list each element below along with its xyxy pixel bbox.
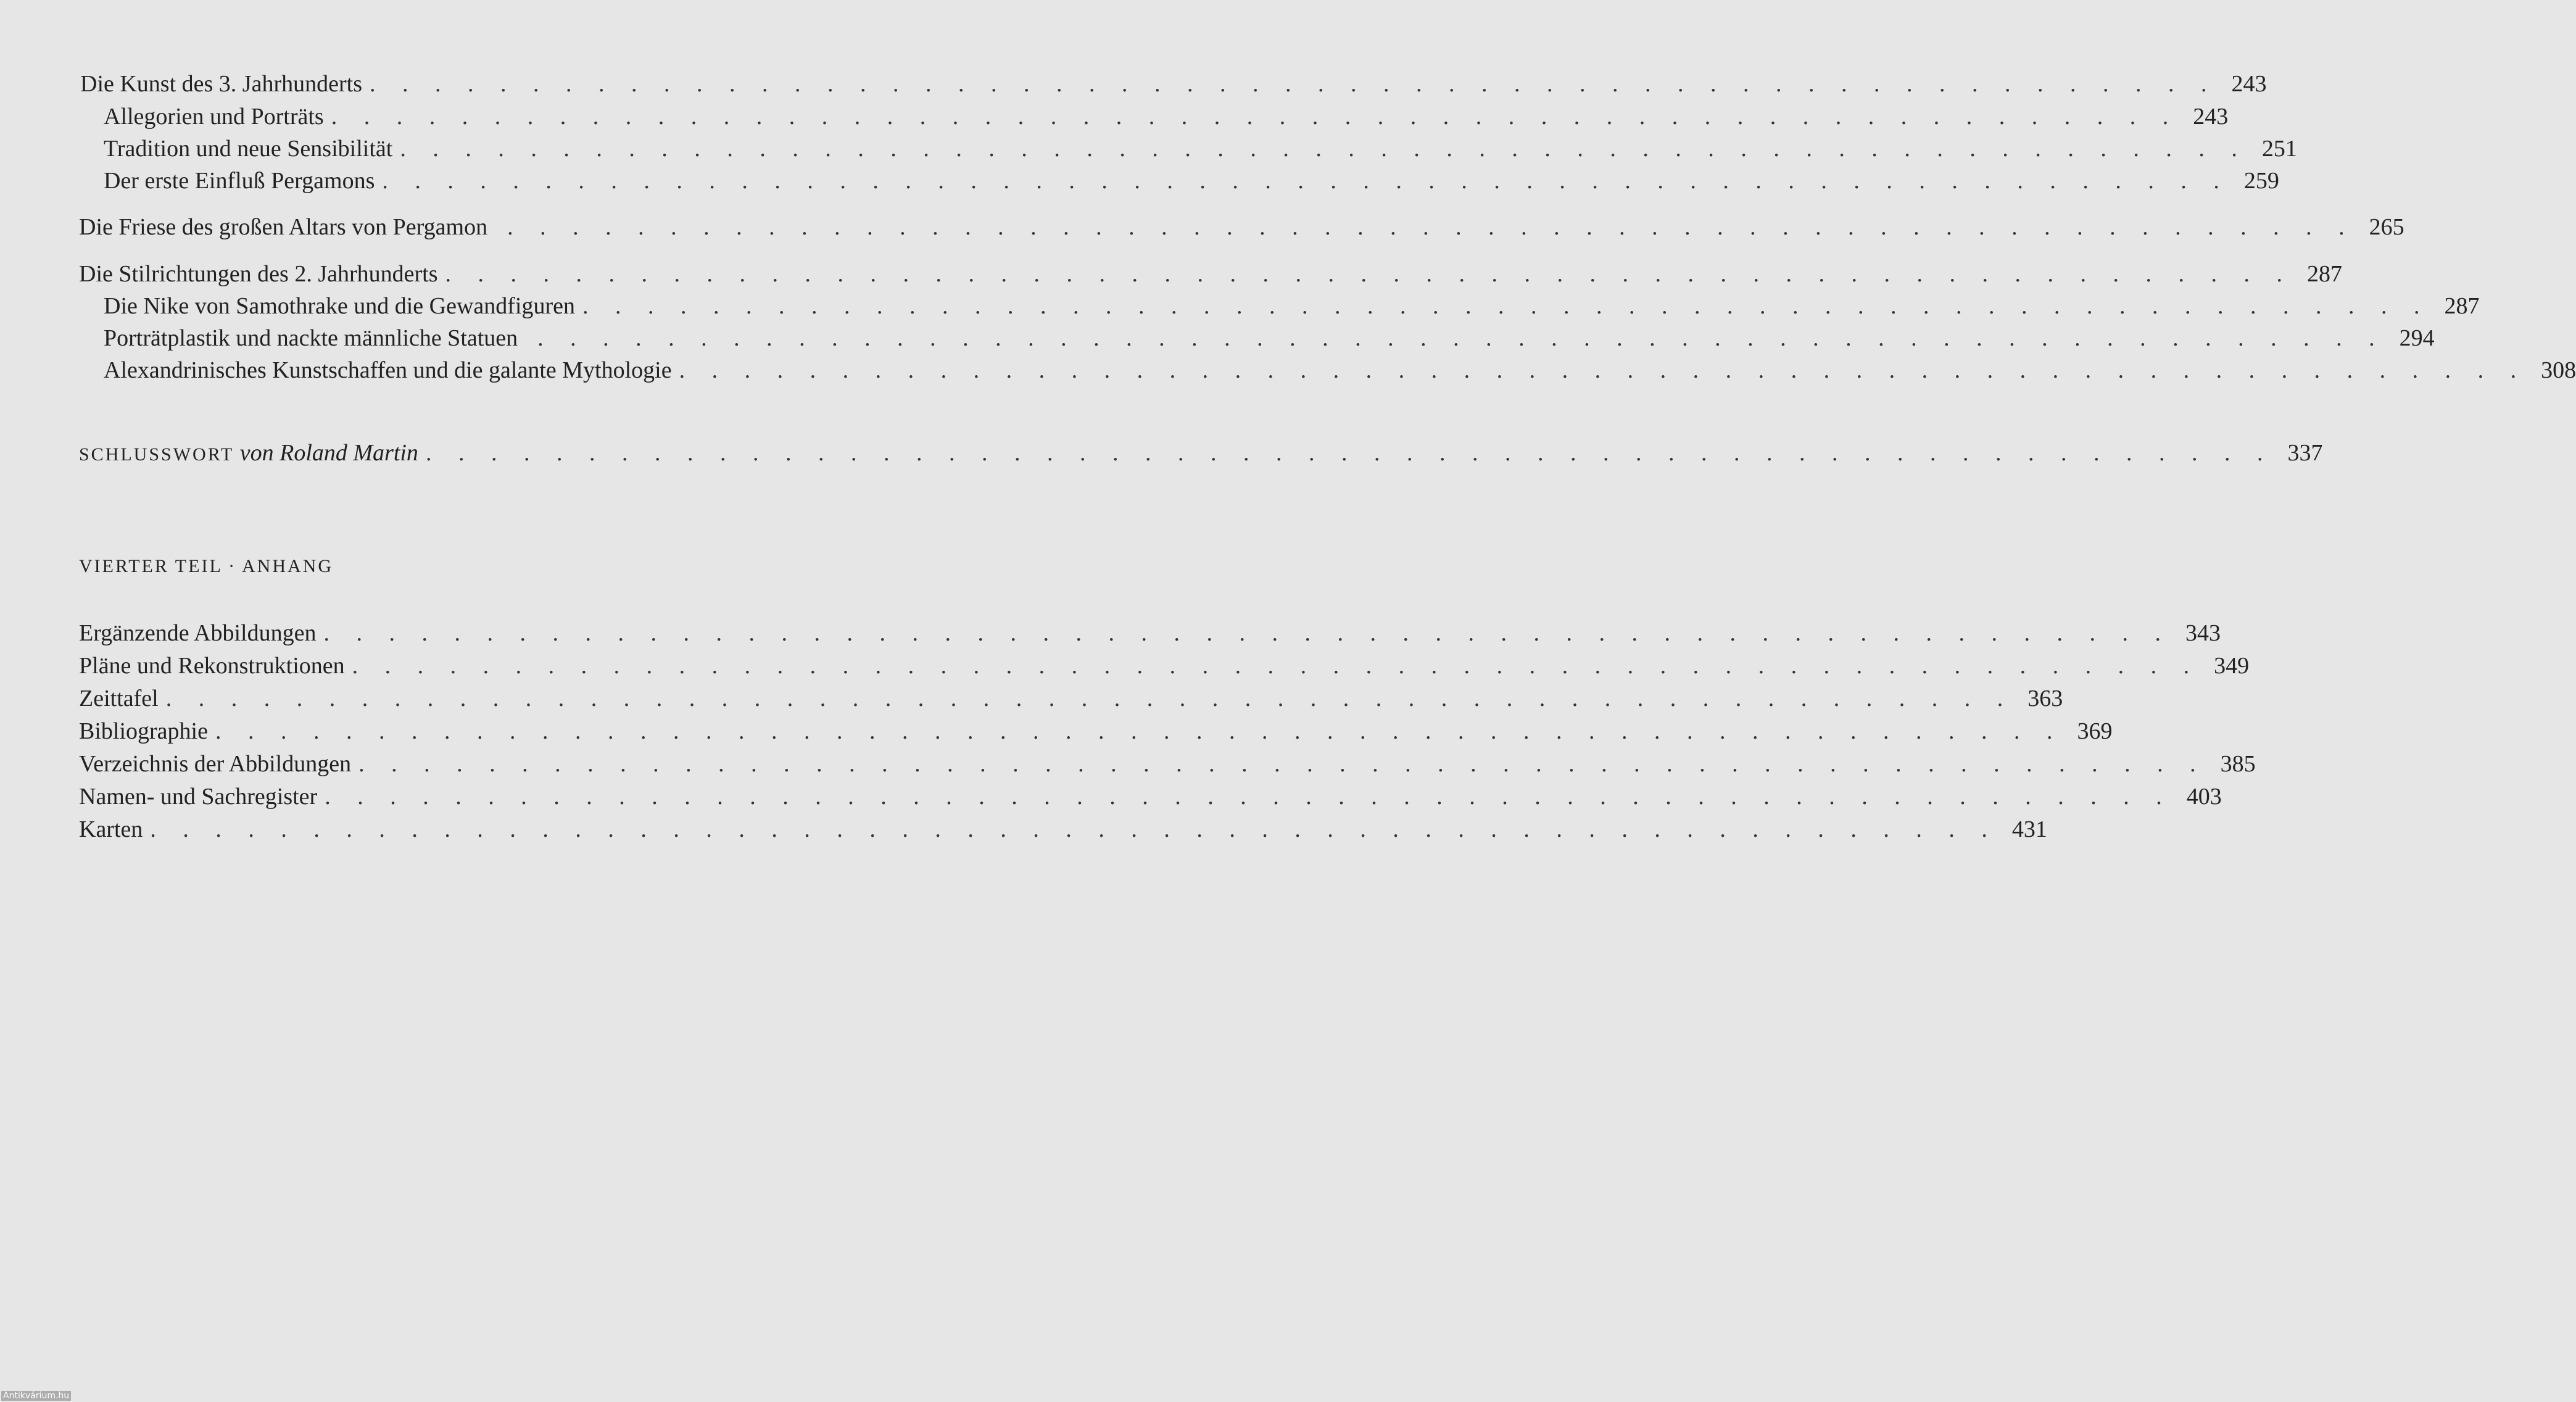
toc-entry-title: Die Stilrichtungen des 2. Jahrhunderts bbox=[79, 261, 438, 287]
toc-entry-page: 369 bbox=[2077, 718, 2113, 744]
dot-leader: . . . . . . . . . . . . . . . . . . . . . . . . . . . . . . . . . . . . . . . . . . . . . . . . . . . . . . . . . bbox=[358, 751, 2206, 777]
toc-entry-title: Alexandrinisches Kunstschaffen und die galante Mythologie bbox=[104, 357, 672, 383]
toc-entry-title: Namen- und Sachregister bbox=[79, 784, 318, 810]
dot-leader: . . . . . . . . . . . . . . . . . . . . . . . . . . . . . . . . . . . . . . . . . . . . . . . . . . . . . . . . . bbox=[445, 261, 2293, 287]
toc-entry-page: 251 bbox=[2261, 136, 2297, 162]
toc-entry bbox=[104, 354, 2576, 386]
toc-entry-title: Karten bbox=[79, 816, 143, 842]
toc-entry-page: 343 bbox=[2185, 620, 2221, 646]
toc-entry bbox=[104, 290, 2480, 322]
toc-entry bbox=[79, 258, 2343, 290]
dot-leader: . . . . . . . . . . . . . . . . . . . . . . . . . . . . . . . . . . . . . . . . . . . . . . . . . . . . . . . . . bbox=[537, 325, 2385, 351]
toc-entry-page: 265 bbox=[2369, 214, 2404, 240]
toc-entry-title: Pläne und Rekonstruktionen bbox=[79, 653, 345, 679]
toc-entry-page: 287 bbox=[2307, 261, 2343, 287]
schlusswort-author: von Roland Martin bbox=[239, 440, 418, 466]
watermark-text: Antikvárium.hu bbox=[1, 1391, 71, 1401]
toc-entry bbox=[104, 133, 2297, 165]
toc-entry-page: 363 bbox=[2027, 686, 2063, 711]
toc-entry-title: Zeittafel bbox=[79, 686, 159, 711]
toc-entry bbox=[79, 682, 2063, 715]
toc-entry-page: 385 bbox=[2220, 751, 2256, 777]
dot-leader: . . . . . . . . . . . . . . . . . . . . . . . . . . . . . . . . . . . . . . . . . . . . . . . . . . . . . . . . . bbox=[215, 718, 2063, 744]
toc-entry-title: Die Kunst des 3. Jahrhunderts bbox=[80, 71, 362, 97]
toc-entry bbox=[80, 68, 2267, 100]
toc-entry-page: 349 bbox=[2214, 653, 2250, 679]
dot-leader: . . . . . . . . . . . . . . . . . . . . . . . . . . . . . . . . . . . . . . . . . . . . . . . . . . . . . . . . . bbox=[325, 784, 2172, 810]
schlusswort-page: 337 bbox=[2287, 440, 2323, 466]
toc-entry bbox=[104, 322, 2435, 354]
toc-entry bbox=[79, 650, 2250, 682]
toc-entry bbox=[104, 165, 2279, 197]
toc-entry bbox=[79, 748, 2256, 780]
toc-entry-title: Allegorien und Porträts bbox=[104, 104, 324, 130]
dot-leader: . . . . . . . . . . . . . . . . . . . . . . . . . . . . . . . . . . . . . . . . . . . . . . . . . . . . . . . . . bbox=[679, 357, 2527, 383]
dot-leader: . . . . . . . . . . . . . . . . . . . . . . . . . . . . . . . . . . . . . . . . . . . . . . . . . . . . . . . . . bbox=[507, 214, 2355, 240]
dot-leader: . . . . . . . . . . . . . . . . . . . . . . . . . . . . . . . . . . . . . . . . . . . . . . . . . . . . . . . . . bbox=[425, 440, 2274, 466]
toc-entry-title: Bibliographie bbox=[79, 718, 208, 744]
dot-leader: . . . . . . . . . . . . . . . . . . . . . . . . . . . . . . . . . . . . . . . . . . . . . . . . . . . . . . . . . bbox=[323, 620, 2171, 646]
schlusswort-entry bbox=[79, 437, 2323, 469]
toc-entry-page: 403 bbox=[2186, 784, 2222, 810]
section-heading: VIERTER TEIL · ANHANG bbox=[79, 556, 333, 576]
toc-entry-page: 308 bbox=[2541, 357, 2576, 383]
toc-entry-page: 243 bbox=[2193, 104, 2229, 130]
toc-entry-title: Die Nike von Samothrake und die Gewandfiguren bbox=[104, 293, 576, 319]
dot-leader: . . . . . . . . . . . . . . . . . . . . . . . . . . . . . . . . . . . . . . . . . . . . . . . . . . . . . . . . . bbox=[331, 104, 2179, 130]
dot-leader: . . . . . . . . . . . . . . . . . . . . . . . . . . . . . . . . . . . . . . . . . . . . . . . . . . . . . . . . . bbox=[352, 653, 2200, 679]
dot-leader: . . . . . . . . . . . . . . . . . . . . . . . . . . . . . . . . . . . . . . . . . . . . . . . . . . . . . . . . . bbox=[582, 293, 2430, 319]
dot-leader: . . . . . . . . . . . . . . . . . . . . . . . . . . . . . . . . . . . . . . . . . . . . . . . . . . . . . . . . . bbox=[150, 816, 1998, 842]
toc-entry-title: Die Friese des großen Altars von Pergamon bbox=[79, 214, 488, 240]
toc-entry-title: Porträtplastik und nackte männliche Statuen bbox=[104, 325, 518, 351]
toc-entry bbox=[79, 211, 2404, 243]
dot-leader: . . . . . . . . . . . . . . . . . . . . . . . . . . . . . . . . . . . . . . . . . . . . . . . . . . . . . . . . . bbox=[400, 136, 2248, 162]
toc-entry bbox=[104, 101, 2229, 133]
toc-entry bbox=[79, 617, 2221, 649]
toc-entry bbox=[79, 715, 2113, 747]
toc-entry-page: 243 bbox=[2231, 71, 2267, 97]
dot-leader: . . . . . . . . . . . . . . . . . . . . . . . . . . . . . . . . . . . . . . . . . . . . . . . . . . . . . . . . . bbox=[369, 71, 2218, 97]
dot-leader: . . . . . . . . . . . . . . . . . . . . . . . . . . . . . . . . . . . . . . . . . . . . . . . . . . . . . . . . . bbox=[165, 686, 2014, 711]
toc-entry-title: Ergänzende Abbildungen bbox=[79, 620, 317, 646]
toc-entry-title: Der erste Einfluß Pergamons bbox=[104, 168, 375, 194]
toc-entry bbox=[79, 781, 2222, 813]
schlusswort-label: SCHLUSSWORT bbox=[79, 444, 234, 465]
toc-entry-page: 287 bbox=[2444, 293, 2480, 319]
toc-entry bbox=[79, 813, 2047, 845]
toc-entry-page: 294 bbox=[2399, 325, 2435, 351]
toc-entry-title: Tradition und neue Sensibilität bbox=[104, 136, 393, 162]
dot-leader: . . . . . . . . . . . . . . . . . . . . . . . . . . . . . . . . . . . . . . . . . . . . . . . . . . . . . . . . . bbox=[382, 168, 2230, 194]
toc-entry-page: 259 bbox=[2243, 168, 2279, 194]
schlusswort-title bbox=[79, 437, 426, 471]
toc-entry-page: 431 bbox=[2011, 816, 2047, 842]
toc-entry-title: Verzeichnis der Abbildungen bbox=[79, 751, 352, 777]
